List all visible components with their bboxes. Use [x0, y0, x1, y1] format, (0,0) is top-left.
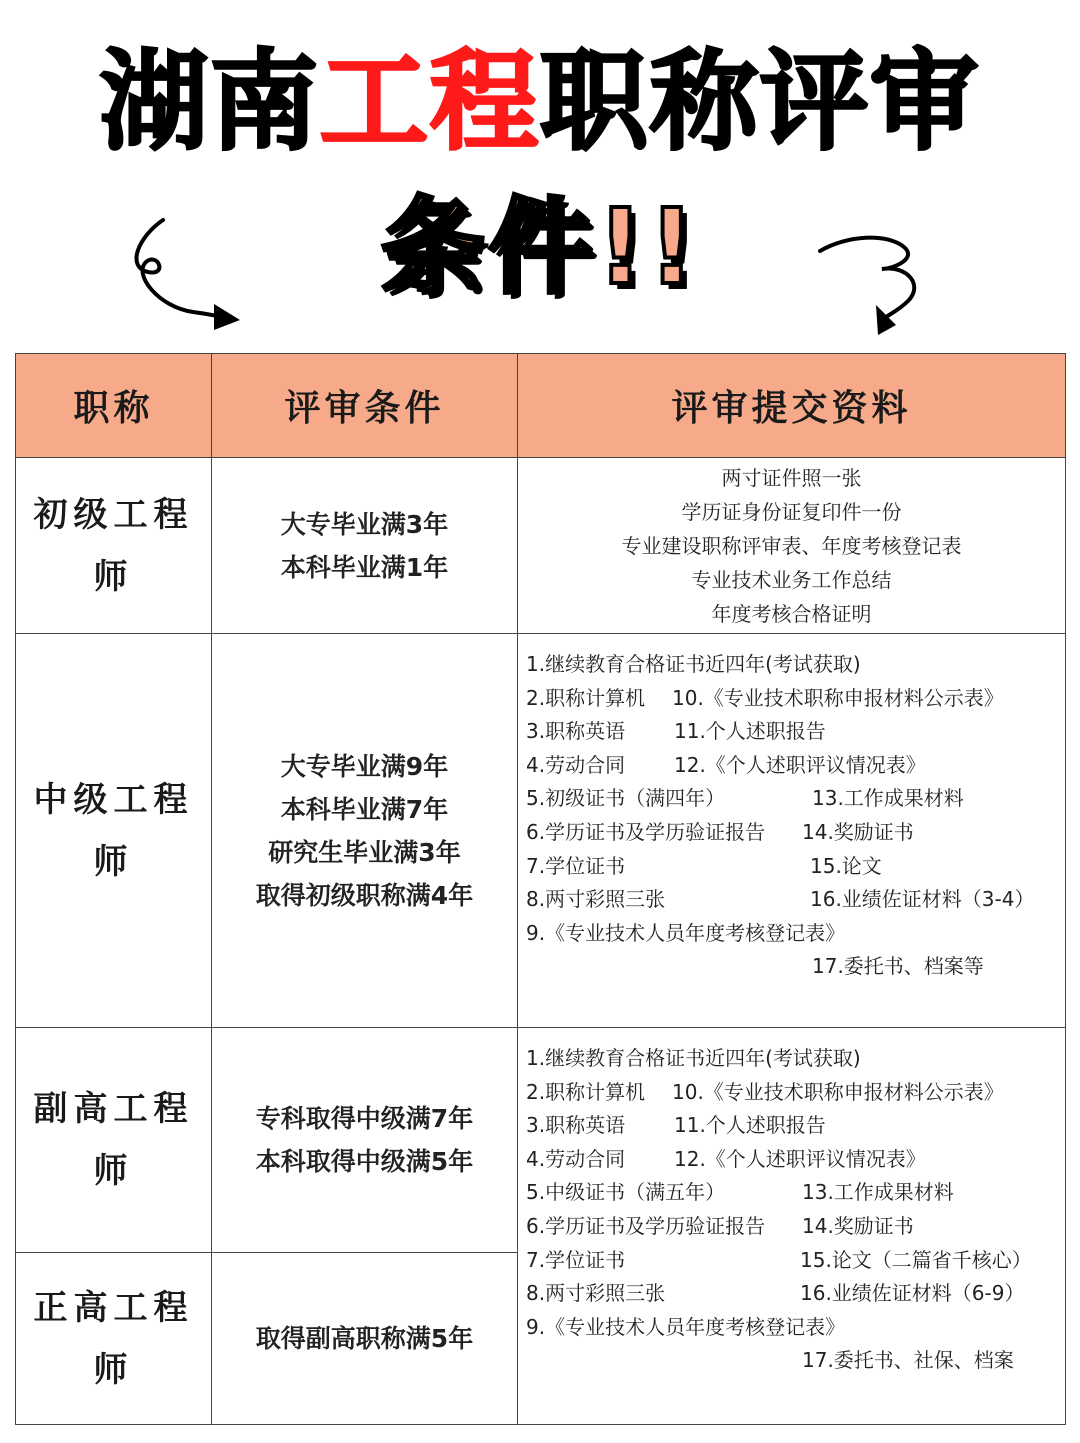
- document-item: 7.学位证书: [526, 1247, 626, 1272]
- document-item: 8.两寸彩照三张: [526, 1281, 666, 1306]
- condition-item: 专科取得中级满7年: [255, 1104, 474, 1133]
- document-item: 13.工作成果材料: [812, 786, 964, 811]
- requirements-table: [15, 353, 1066, 1425]
- document-row: [526, 1143, 1065, 1177]
- documents-senior: [518, 1028, 1066, 1425]
- subtitle-text: 条件!!: [380, 186, 700, 308]
- document-item: 10.《专业技术职称申报材料公示表》: [672, 685, 1004, 710]
- document-item: 12.《个人述职评议情况表》: [674, 752, 926, 777]
- header-documents: 评审提交资料: [518, 354, 1066, 458]
- documents-intermediate: [518, 634, 1066, 1028]
- document-item: 6.学历证书及学历验证报告: [526, 819, 766, 844]
- table-row-intermediate: [16, 634, 1066, 1028]
- document-item: 1.继续教育合格证书近四年(考试获取): [526, 652, 861, 676]
- condition-item: 研究生毕业满3年: [268, 837, 461, 867]
- table-row-deputy-senior: [16, 1028, 1066, 1253]
- document-item: 17.委托书、社保、档案: [802, 1348, 1014, 1373]
- condition-item: 大专毕业满9年: [280, 751, 449, 781]
- document-row: [526, 715, 1065, 749]
- document-item: 14.奖励证书: [802, 1213, 914, 1238]
- document-item: 8.两寸彩照三张: [526, 887, 666, 912]
- document-row: [526, 1109, 1065, 1143]
- document-item: 专业技术业务工作总结: [691, 567, 892, 592]
- document-item: 2.职称计算机: [526, 1079, 646, 1104]
- condition-item: 本科毕业满7年: [280, 794, 449, 824]
- rank-intermediate: 中级工程师: [16, 634, 212, 1028]
- document-row: [526, 816, 1065, 850]
- document-item: 13.工作成果材料: [802, 1180, 954, 1205]
- title-part-3: 职称评审: [540, 40, 981, 165]
- document-row: [526, 1244, 1065, 1278]
- document-row: [526, 883, 1065, 917]
- table-header-row: [16, 354, 1066, 458]
- document-row: [526, 850, 1065, 884]
- document-item: 14.奖励证书: [802, 819, 914, 844]
- document-row: [526, 1210, 1065, 1244]
- document-item: 年度考核合格证明: [711, 601, 872, 626]
- conditions-junior: [212, 458, 518, 634]
- document-row: [526, 917, 1065, 951]
- curly-arrow-right-icon: [812, 225, 932, 340]
- document-row: [526, 950, 1065, 984]
- documents-junior: [518, 458, 1066, 634]
- document-item: 5.中级证书（满五年）: [526, 1180, 726, 1205]
- document-item: 17.委托书、档案等: [812, 954, 984, 979]
- title-part-2-highlight: 工程: [319, 40, 540, 165]
- condition-item: 取得副高职称满5年: [255, 1324, 474, 1353]
- document-item: 3.职称英语: [526, 1113, 626, 1138]
- document-row: [526, 1344, 1065, 1378]
- document-item: 5.初级证书（满四年）: [526, 786, 726, 811]
- condition-item: 大专毕业满3年: [280, 509, 449, 539]
- table-row-junior: [16, 458, 1066, 634]
- document-item: 16.业绩佐证材料（3-4）: [810, 887, 1035, 912]
- document-item: 4.劳动合同: [526, 752, 626, 777]
- document-row: [526, 782, 1065, 816]
- rank-deputy-senior: 副高工程师: [16, 1028, 212, 1253]
- document-item: 11.个人述职报告: [674, 1113, 826, 1138]
- document-item: 15.论文: [810, 853, 882, 878]
- document-item: 9.《专业技术人员年度考核登记表》: [526, 1314, 846, 1339]
- conditions-deputy-senior: [212, 1028, 518, 1253]
- document-row: [526, 1042, 1065, 1076]
- document-row: [526, 682, 1065, 716]
- document-row: [526, 1176, 1065, 1210]
- document-item: 15.论文（二篇省千核心）: [800, 1247, 1032, 1272]
- document-row: [526, 1277, 1065, 1311]
- header-conditions: 评审条件: [212, 354, 518, 458]
- conditions-intermediate: [212, 634, 518, 1028]
- document-item: 2.职称计算机: [526, 685, 646, 710]
- document-item: 1.继续教育合格证书近四年(考试获取): [526, 1046, 861, 1070]
- document-item: 7.学位证书: [526, 853, 626, 878]
- document-row: [526, 749, 1065, 783]
- document-item: 专业建设职称评审表、年度考核登记表: [621, 533, 962, 558]
- document-item: 12.《个人述职评议情况表》: [674, 1146, 926, 1171]
- condition-item: 本科取得中级满5年: [255, 1147, 474, 1176]
- document-item: 11.个人述职报告: [674, 719, 826, 744]
- condition-item: 取得初级职称满4年: [255, 880, 474, 910]
- document-item: 10.《专业技术职称申报材料公示表》: [672, 1079, 1004, 1104]
- document-row: [526, 1076, 1065, 1110]
- title-part-1: 湖南: [99, 40, 320, 165]
- rank-senior: 正高工程师: [16, 1253, 212, 1425]
- condition-item: 本科毕业满1年: [280, 552, 449, 582]
- rank-junior: 初级工程师: [16, 458, 212, 634]
- conditions-senior: [212, 1253, 518, 1425]
- document-item: 4.劳动合同: [526, 1146, 626, 1171]
- document-item: 9.《专业技术人员年度考核登记表》: [526, 920, 846, 945]
- page-title: [0, 38, 1080, 168]
- document-row: [526, 648, 1065, 682]
- header-rank: 职称: [16, 354, 212, 458]
- document-item: 6.学历证书及学历验证报告: [526, 1213, 766, 1238]
- document-item: 学历证身份证复印件一份: [681, 499, 902, 524]
- document-item: 16.业绩佐证材料（6-9）: [800, 1281, 1025, 1306]
- document-item: 两寸证件照一张: [721, 465, 862, 490]
- document-row: [526, 1311, 1065, 1345]
- document-item: 3.职称英语: [526, 719, 626, 744]
